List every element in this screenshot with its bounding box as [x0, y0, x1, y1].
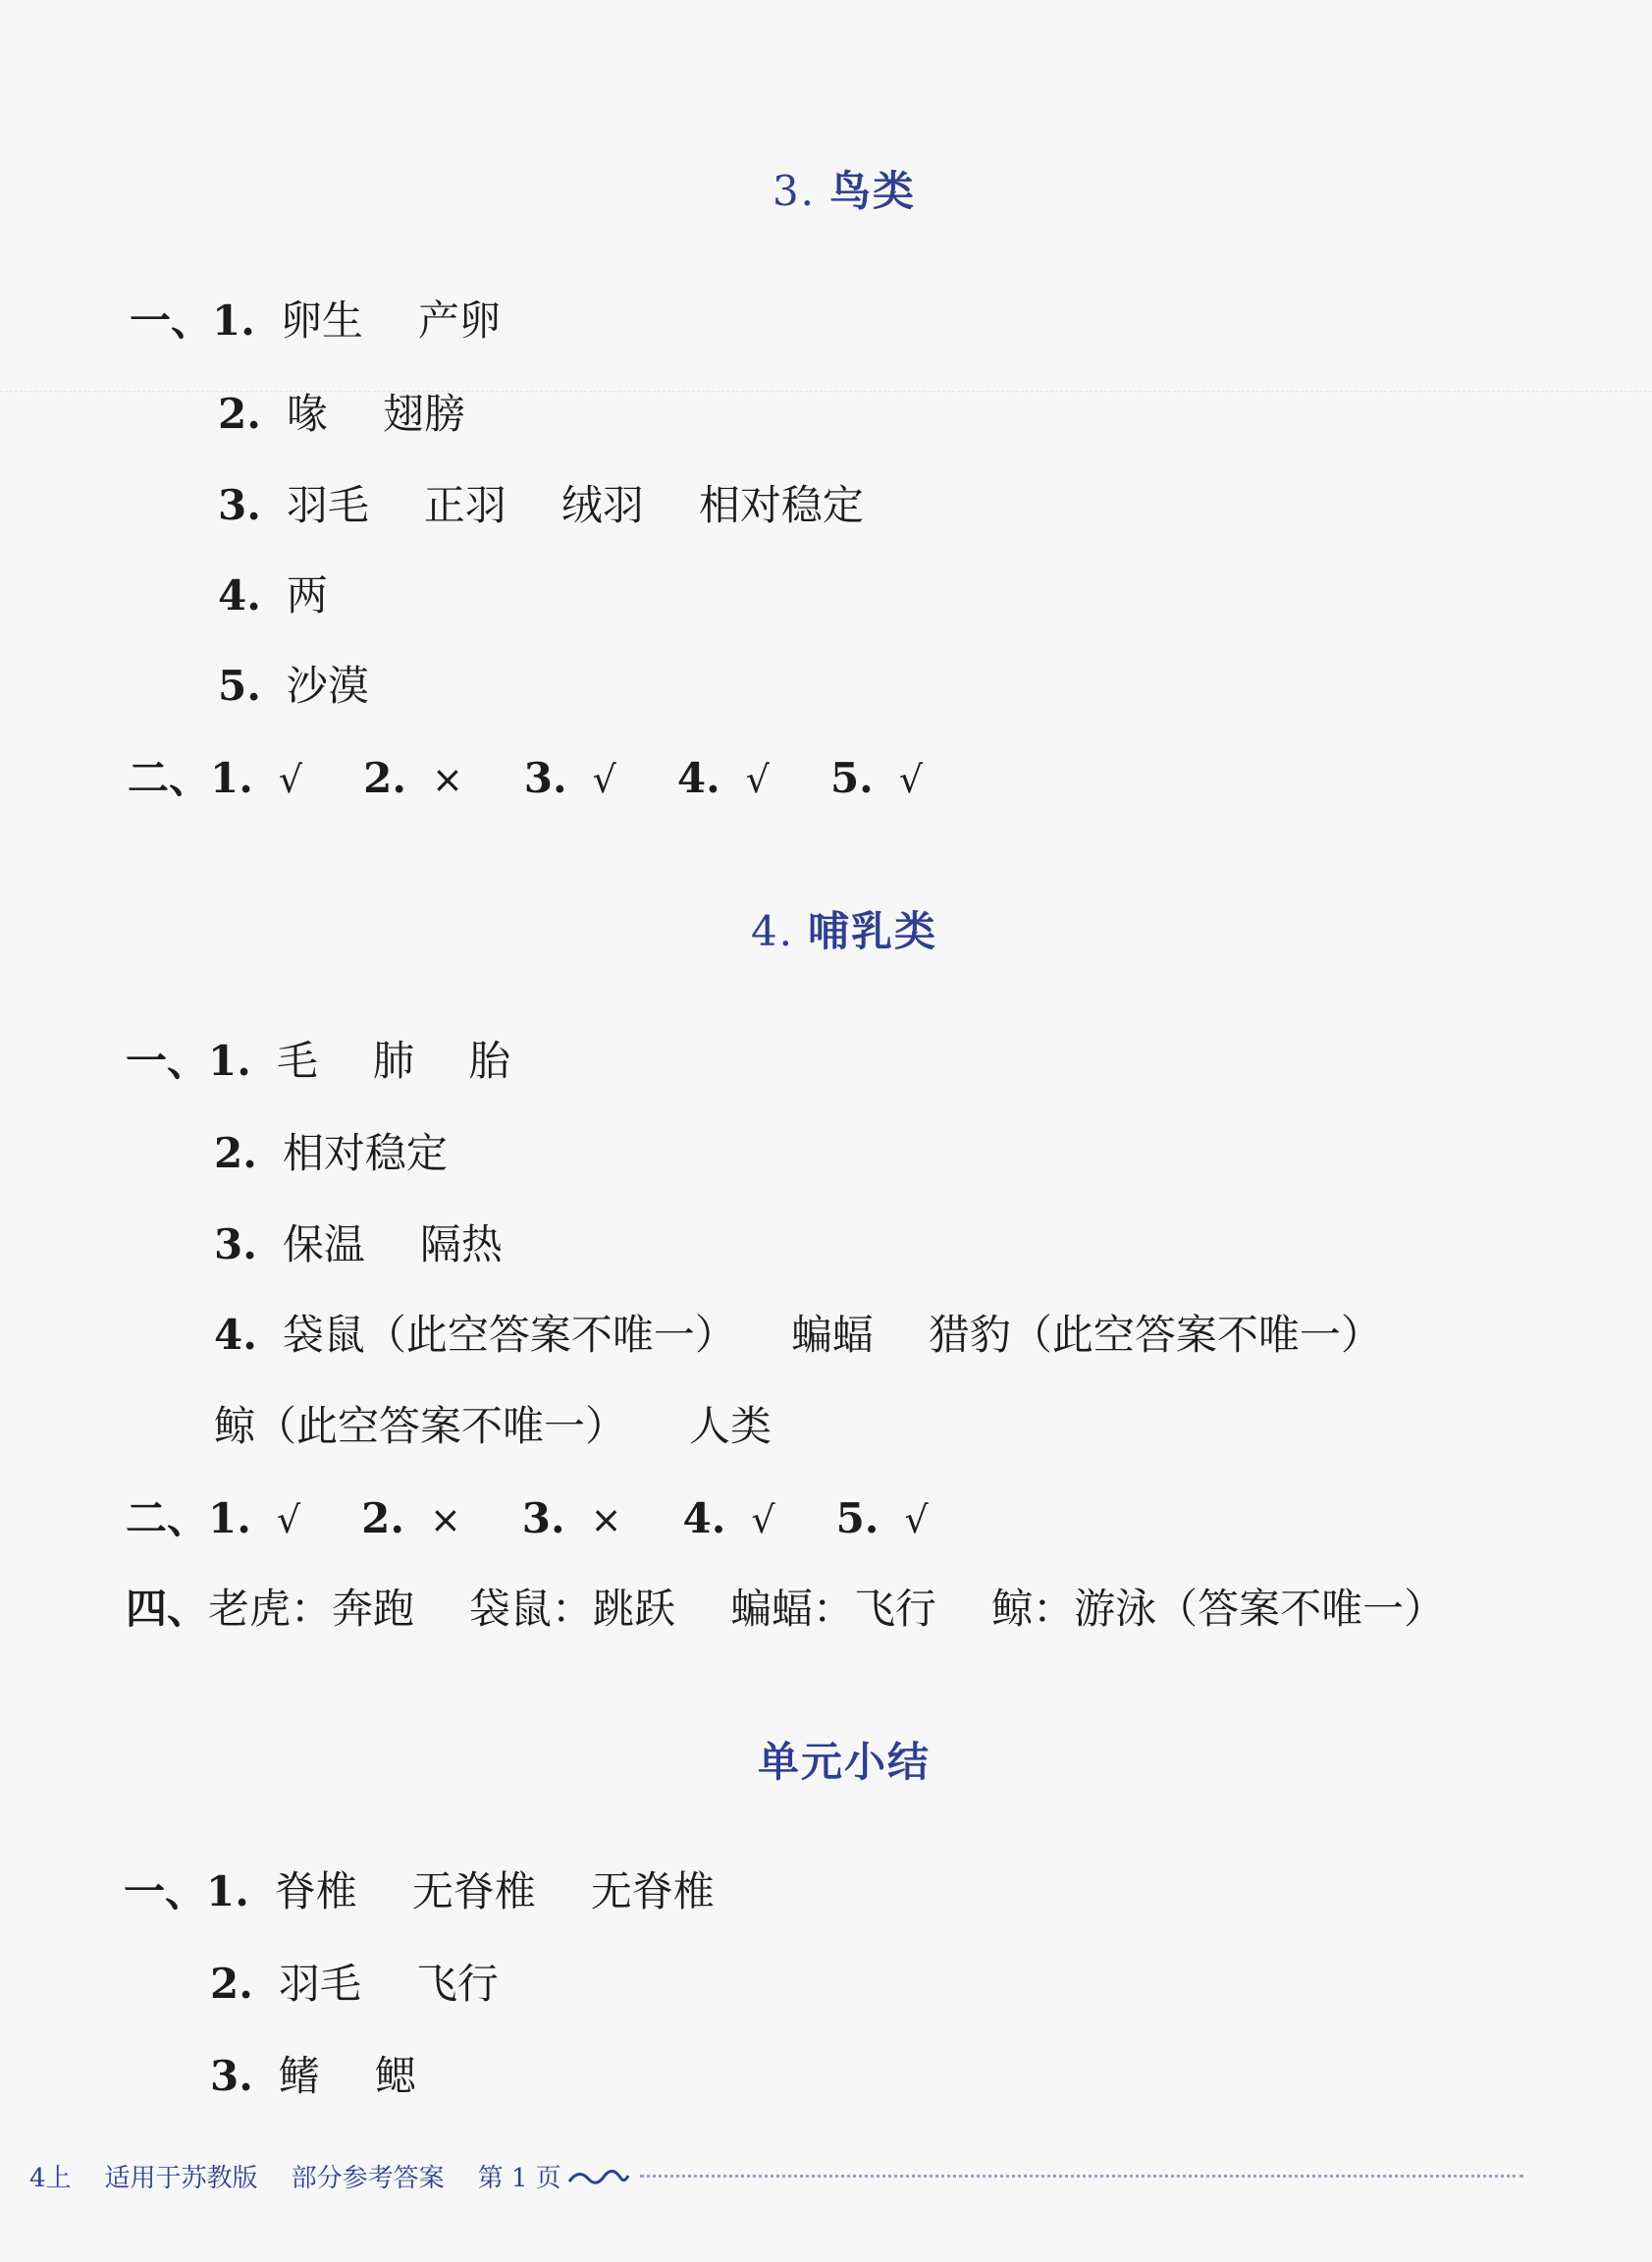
footer-grade: 4上: [29, 2164, 72, 2193]
mammals-item-1: 一、1. 毛 肺 胎: [126, 1037, 510, 1085]
mammals-part-4: 四、老虎：奔跑 袋鼠：跳跃 蝙蝠：飞行 鲸：游泳（答案不唯一）: [126, 1585, 1446, 1633]
birds-item-4: 4. 两: [218, 571, 328, 619]
section-title-unit-summary: 单元小结: [757, 1738, 931, 1786]
birds-item-5: 5. 沙漠: [218, 662, 369, 710]
birds-item-1: 一、1. 卵生 产卵: [130, 296, 501, 345]
page-footer: [0, 2158, 1523, 2194]
birds-item-3: 3. 羽毛 正羽 绒羽 相对稳定: [218, 481, 864, 529]
footer-doc-title: 部分参考答案: [291, 2164, 445, 2193]
footer-dotted-rule: [640, 2175, 1523, 2178]
section-title-birds: 3. 鸟类: [772, 167, 917, 215]
mammals-item-4-continued: 鲸（此空答案不唯一） 人类: [214, 1402, 773, 1450]
birds-true-false: 二、1. √ 2. × 3. √ 4. √ 5. √: [128, 754, 924, 802]
mammals-true-false: 二、1. √ 2. × 3. × 4. √ 5. √: [126, 1494, 929, 1542]
mammals-item-3: 3. 保温 隔热: [214, 1220, 503, 1268]
footer-edition: 适用于苏教版: [104, 2164, 258, 2193]
birds-item-2: 2. 喙 翅膀: [218, 390, 465, 438]
mammals-item-4: 4. 袋鼠（此空答案不唯一） 蝙蝠 猎豹（此空答案不唯一）: [214, 1311, 1382, 1359]
footer-page-number: 第 1 页: [477, 2164, 561, 2193]
summary-item-1: 一、1. 脊椎 无脊椎 无脊椎: [124, 1867, 715, 1915]
summary-item-3: 3. 鳍 鳃: [210, 2052, 416, 2100]
wave-ornament-icon: [567, 2164, 630, 2189]
summary-item-2: 2. 羽毛 飞行: [210, 1960, 499, 2008]
mammals-item-2: 2. 相对稳定: [214, 1129, 448, 1177]
section-title-mammals: 4. 哺乳类: [750, 907, 938, 955]
